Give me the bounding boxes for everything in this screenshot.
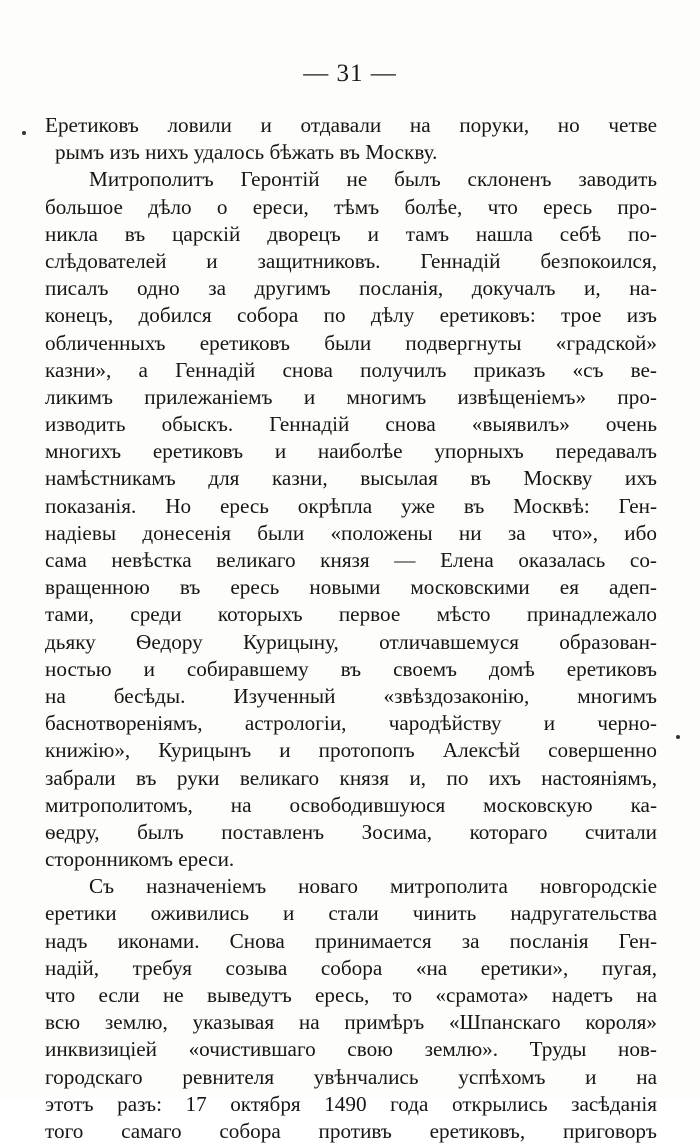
- text-line: намѣстникамъ для казни, высылая въ Москву ихъ: [45, 466, 657, 491]
- text-line: конецъ, добился собора по дѣлу еретиковъ: трое изъ: [45, 303, 657, 328]
- text-line: книжію», Курицынъ и протопопъ Алексѣй совершенно: [45, 738, 657, 763]
- text-line: городскаго ревнителя увѣнчались успѣхомъ и на: [45, 1064, 657, 1089]
- text-line: сама невѣстка великаго князя — Елена оказалась со-: [45, 548, 657, 572]
- text-line: слѣдователей и защитниковъ. Геннадій безпокоился,: [45, 248, 657, 273]
- text-line: писалъ одно за другимъ посланія, докучалъ и, на-: [45, 276, 657, 301]
- text-line: большое дѣло о ереси, тѣмъ болѣе, что ересь про-: [45, 194, 657, 219]
- text-line: показанія. Но ересь окрѣпла уже въ Москвѣ: Ген-: [45, 493, 657, 518]
- text-line: сторонникомъ ереси.: [45, 847, 235, 872]
- text-line: еретики оживились и стали чинить надругательства: [45, 901, 657, 926]
- text-line: того самаго собора противъ еретиковъ, приговоръ: [45, 1118, 657, 1143]
- text-line: изводить обыскъ. Геннадій снова «выявилъ» очень: [45, 412, 657, 437]
- text-line: надіевы донесенія были «положены ни за что», ибо: [45, 520, 657, 545]
- text-line: Съ назначеніемъ новаго митрополита новгородскіе: [89, 874, 657, 899]
- text-line: надій, требуя созыва собора «на еретики», пугая,: [45, 955, 657, 980]
- text-line: баснотвореніямъ, астрологіи, чародѣйству и черно-: [45, 711, 657, 736]
- text-line: всю землю, указывая на примѣръ «Шпанскаго короля»: [45, 1010, 657, 1035]
- text-line: многихъ еретиковъ и наиболѣе упорныхъ передавалъ: [45, 439, 657, 464]
- text-line: Митрополитъ Геронтій не былъ склоненъ заводить: [89, 167, 657, 192]
- text-line: Еретиковъ ловили и отдавали на поруки, но четве: [45, 113, 657, 137]
- text-line: вращенною въ ересь новыми московскими ея адеп-: [45, 575, 657, 600]
- text-line: тами, среди которыхъ первое мѣсто принадлежало: [45, 602, 657, 627]
- text-line: ѳедру, былъ поставленъ Зосима, котораго считали: [45, 819, 657, 844]
- text-line: рымъ изъ нихъ удалось бѣжать въ Москву.: [55, 140, 438, 165]
- text-line: дьяку Ѳедору Курицыну, отличавшемуся образован-: [45, 629, 657, 654]
- text-line: обличенныхъ еретиковъ были подвергнуты «градской»: [45, 330, 657, 355]
- text-line: что если не выведутъ ересь, то «срамота» надетъ на: [45, 983, 657, 1007]
- margin-mark: [22, 131, 26, 135]
- text-line: этотъ разъ: 17 октября 1490 года открылись засѣданія: [45, 1091, 657, 1116]
- text-line: инквизиціей «очистившаго свою землю». Труды нов-: [45, 1037, 657, 1062]
- body-text: [45, 112, 657, 1145]
- text-line: митрополитомъ, на освободившуюся московскую ка-: [45, 792, 657, 817]
- text-line: никла въ царскій дворецъ и тамъ нашла себѣ по-: [45, 221, 657, 246]
- text-line: надъ иконами. Снова принимается за посланія Ген-: [45, 928, 657, 953]
- page-number: — 31 —: [303, 60, 397, 87]
- text-line: ностью и собиравшему въ своемъ домѣ еретиковъ: [45, 656, 657, 681]
- text-line: ликимъ прилежаніемъ и многимъ извѣщеніемъ» про-: [45, 384, 657, 409]
- text-line: казни», а Геннадій снова получилъ приказъ «съ ве-: [45, 357, 657, 382]
- text-line: забрали въ руки великаго князя и, по ихъ настояніямъ,: [45, 765, 657, 790]
- text-line: на бесѣды. Изученный «звѣздозаконію, многимъ: [45, 683, 657, 708]
- margin-mark: [676, 735, 680, 739]
